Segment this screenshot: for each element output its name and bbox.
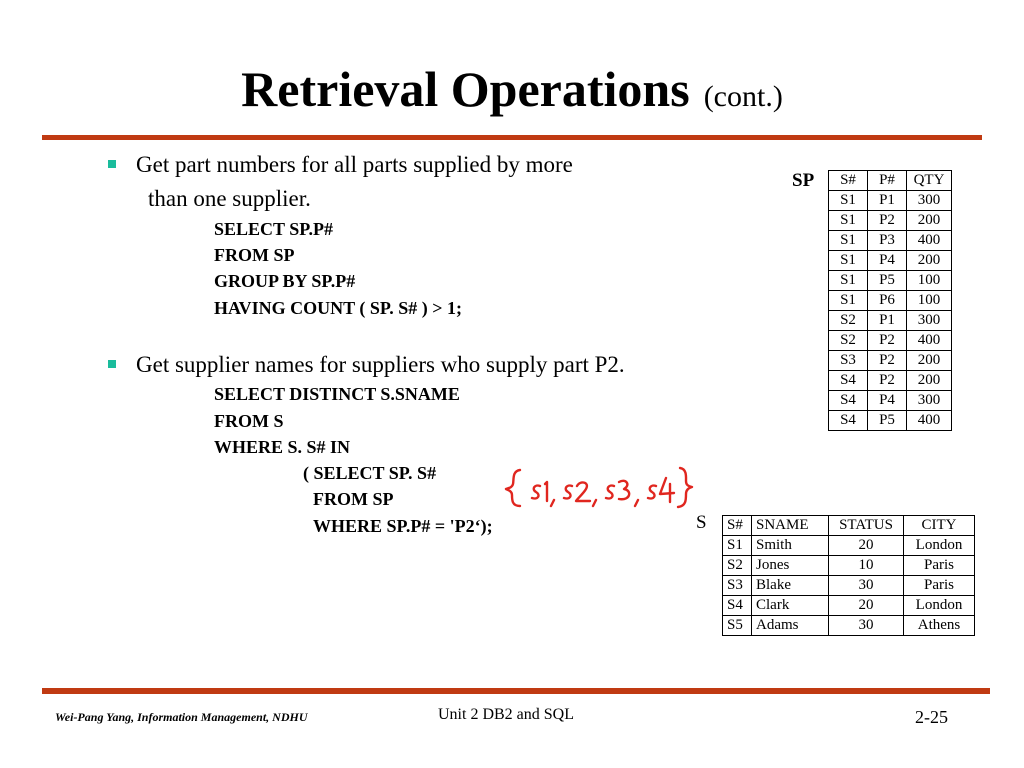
handwritten-annotation — [500, 462, 700, 515]
title-sub: (cont.) — [703, 80, 783, 113]
table-cell: S4 — [829, 411, 868, 431]
table-row — [723, 616, 975, 636]
table-cell: 10 — [829, 556, 904, 576]
table-cell: P1 — [868, 311, 907, 331]
table-cell: 200 — [907, 371, 952, 391]
table-row — [829, 191, 952, 211]
table-cell: S2 — [829, 311, 868, 331]
table-row — [829, 291, 952, 311]
table-cell: 200 — [907, 211, 952, 231]
table-cell: S2 — [723, 556, 752, 576]
table-cell: S4 — [829, 391, 868, 411]
table-cell: 100 — [907, 271, 952, 291]
table-cell: P3 — [868, 231, 907, 251]
table-header-row — [723, 516, 975, 536]
footer-author: Wei-Pang Yang, Information Management, NDHU — [55, 710, 308, 724]
table-cell: Adams — [752, 616, 829, 636]
table-cell: 300 — [907, 191, 952, 211]
table-cell: 30 — [829, 576, 904, 596]
table-row — [829, 211, 952, 231]
bullet-2-line-1: Get supplier names for suppliers who supply part P2. — [136, 352, 625, 377]
table-cell: Paris — [904, 576, 975, 596]
table-cell: P1 — [868, 191, 907, 211]
column-header: QTY — [907, 171, 952, 191]
table-row — [829, 351, 952, 371]
table-cell: S1 — [829, 271, 868, 291]
query2-line: WHERE S. S# IN — [214, 437, 351, 457]
table-cell: P2 — [868, 371, 907, 391]
table-cell: S1 — [723, 536, 752, 556]
s-table-label: S — [696, 512, 707, 533]
table-cell: Paris — [904, 556, 975, 576]
table-cell: P2 — [868, 211, 907, 231]
query2-line: WHERE SP.P# = 'P2‘); — [313, 516, 493, 536]
query2-line: FROM S — [214, 411, 284, 431]
table-cell: S3 — [723, 576, 752, 596]
query2-line: FROM SP — [313, 489, 394, 509]
column-header: S# — [829, 171, 868, 191]
table-row — [829, 371, 952, 391]
table-row — [723, 576, 975, 596]
table-cell: 300 — [907, 311, 952, 331]
table-row — [829, 331, 952, 351]
table-cell: P6 — [868, 291, 907, 311]
column-header: CITY — [904, 516, 975, 536]
column-header: SNAME — [752, 516, 829, 536]
table-cell: P5 — [868, 411, 907, 431]
table-cell: S1 — [829, 251, 868, 271]
sp-table-label: SP — [792, 170, 815, 191]
table-cell: P4 — [868, 391, 907, 411]
table-cell: P2 — [868, 351, 907, 371]
table-cell: 20 — [829, 536, 904, 556]
query1-line: SELECT SP.P# — [214, 219, 334, 239]
s-table-body — [723, 536, 975, 636]
bullet-square-icon — [108, 160, 116, 168]
table-cell: Jones — [752, 556, 829, 576]
s-table — [722, 515, 975, 636]
table-row — [723, 536, 975, 556]
table-row — [829, 391, 952, 411]
table-row — [829, 311, 952, 331]
title-main: Retrieval Operations — [241, 61, 690, 117]
table-cell: 300 — [907, 391, 952, 411]
title-divider — [42, 135, 982, 140]
table-cell: S4 — [723, 596, 752, 616]
query1-line: GROUP BY SP.P# — [214, 271, 356, 291]
query2-line: ( SELECT SP. S# — [303, 463, 437, 483]
table-cell: Smith — [752, 536, 829, 556]
table-cell: 20 — [829, 596, 904, 616]
sp-table-body — [829, 191, 952, 431]
table-cell: 200 — [907, 251, 952, 271]
table-cell: S5 — [723, 616, 752, 636]
table-cell: P5 — [868, 271, 907, 291]
table-row — [829, 251, 952, 271]
column-header: S# — [723, 516, 752, 536]
table-cell: Athens — [904, 616, 975, 636]
page-number: 2-25 — [915, 707, 948, 727]
table-cell: S1 — [829, 191, 868, 211]
table-cell: 200 — [907, 351, 952, 371]
column-header: P# — [868, 171, 907, 191]
query1-line: FROM SP — [214, 245, 295, 265]
table-cell: 400 — [907, 231, 952, 251]
footer-unit: Unit 2 DB2 and SQL — [438, 706, 574, 723]
bullet-square-icon — [108, 360, 116, 368]
query1-line: HAVING COUNT ( SP. S# ) > 1; — [214, 298, 462, 318]
table-row — [829, 411, 952, 431]
table-row — [829, 231, 952, 251]
table-cell: London — [904, 596, 975, 616]
table-cell: Blake — [752, 576, 829, 596]
table-cell: 30 — [829, 616, 904, 636]
bullet-1-line-1: Get part numbers for all parts supplied by more — [136, 152, 573, 177]
table-cell: S1 — [829, 291, 868, 311]
table-cell: S3 — [829, 351, 868, 371]
table-cell: London — [904, 536, 975, 556]
table-cell: 400 — [907, 411, 952, 431]
table-cell: P2 — [868, 331, 907, 351]
table-cell: S1 — [829, 231, 868, 251]
table-cell: S2 — [829, 331, 868, 351]
bullet-1-line-2: than one supplier. — [148, 186, 311, 211]
table-row — [723, 596, 975, 616]
table-row — [723, 556, 975, 576]
table-cell: Clark — [752, 596, 829, 616]
sp-table — [828, 170, 952, 431]
table-cell: S4 — [829, 371, 868, 391]
table-header-row — [829, 171, 952, 191]
table-row — [829, 271, 952, 291]
table-cell: 100 — [907, 291, 952, 311]
table-cell: S1 — [829, 211, 868, 231]
table-cell: 400 — [907, 331, 952, 351]
column-header: STATUS — [829, 516, 904, 536]
table-cell: P4 — [868, 251, 907, 271]
footer-divider — [42, 688, 990, 694]
slide-title — [0, 60, 1024, 118]
query2-line: SELECT DISTINCT S.SNAME — [214, 384, 460, 404]
